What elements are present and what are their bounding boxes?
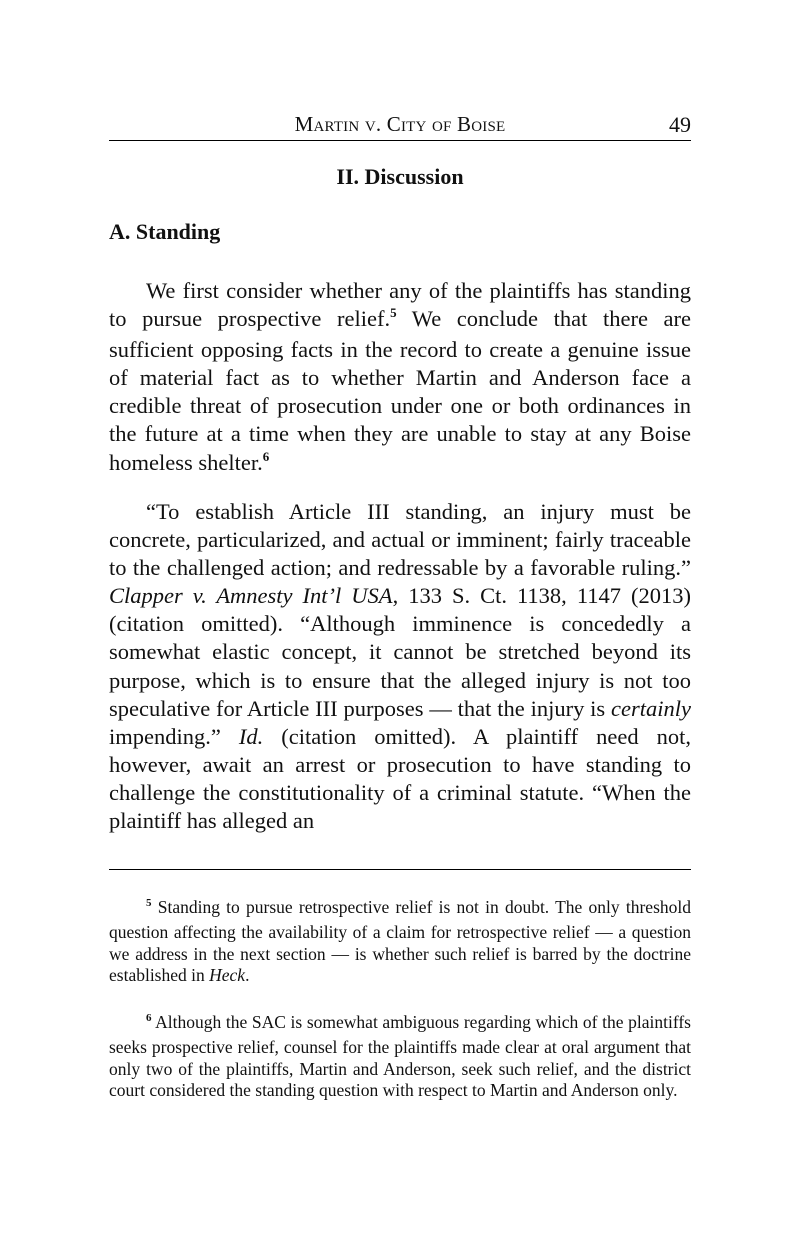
running-head — [109, 112, 691, 141]
footnote-ref-5: 5 — [390, 305, 397, 321]
paragraph-2 — [109, 498, 691, 835]
footnote-number: 6 — [146, 1012, 152, 1024]
footnote-5-text-a: Standing to pursue retrospective relief is not in doubt. The only threshold question affecting the availability of a claim for retrospective relief — a question we address in the next section — is whether such relief is barred by the doctrine established in — [109, 897, 691, 986]
p2-text-a: “To establish Article III standing, an injury must be concrete, particularized, and actual or imminent; fairly traceable to the challenged action; and redressable by a favorable ruling.” — [109, 499, 691, 581]
footnote-number: 5 — [146, 897, 152, 909]
footnote-5-text-b: . — [245, 965, 250, 986]
p1-text-a: We first consider whether any of the plaintiffs has standing to pursue prospective relief. — [109, 278, 691, 332]
id-citation: Id. — [238, 723, 264, 749]
p1-text-b: We conclude that there are sufficient opposing facts in the record to create a genuine issue of material fact as to whether Martin and Anderson face a credible threat of prosecution under one or both ordinances in the future at a time when they are unable to stay at any Boise homeless shelter. — [109, 306, 691, 475]
footnote-5 — [109, 897, 691, 987]
footnote-5-case: Heck — [209, 965, 246, 986]
emphasis-text: certainly — [611, 695, 691, 721]
p2-text-b: , 133 S. Ct. 1138, 1147 (2013) (citation omitted). “Although imminence is concededly a somewhat elastic concept, it cannot be stretched beyond its purpose, which is to ensure that the alleged injury is not too speculative for Article III purposes — that the injury is — [109, 583, 691, 721]
case-citation: Clapper v. Amnesty Int’l USA — [109, 583, 393, 609]
p2-text-c: impending.” — [109, 723, 239, 749]
footnote-divider — [109, 869, 691, 870]
page-number: 49 — [669, 112, 691, 137]
section-heading: II. Discussion — [336, 164, 464, 189]
footnote-6 — [109, 1012, 691, 1102]
footnote-6-text: Although the SAC is somewhat ambiguous regarding which of the plaintiffs seeks prospective relief, counsel for the plaintiffs made clear at oral argument that only two of the plaintiffs, Martin and Anderson, seek such relief, and the district court considered the standing question with respect to Martin and Anderson only. — [109, 1012, 691, 1101]
p2-text-d: (citation omitted). A plaintiff need not, however, await an arrest or prosecution to have standing to challenge the constitutionality of a criminal statute. “When the plaintiff has alleged an — [109, 723, 691, 834]
footnote-ref-6: 6 — [262, 448, 270, 464]
paragraph-1 — [109, 277, 691, 480]
subsection-heading: A. Standing — [109, 219, 221, 244]
case-title: Martin v. City of Boise — [294, 112, 506, 136]
